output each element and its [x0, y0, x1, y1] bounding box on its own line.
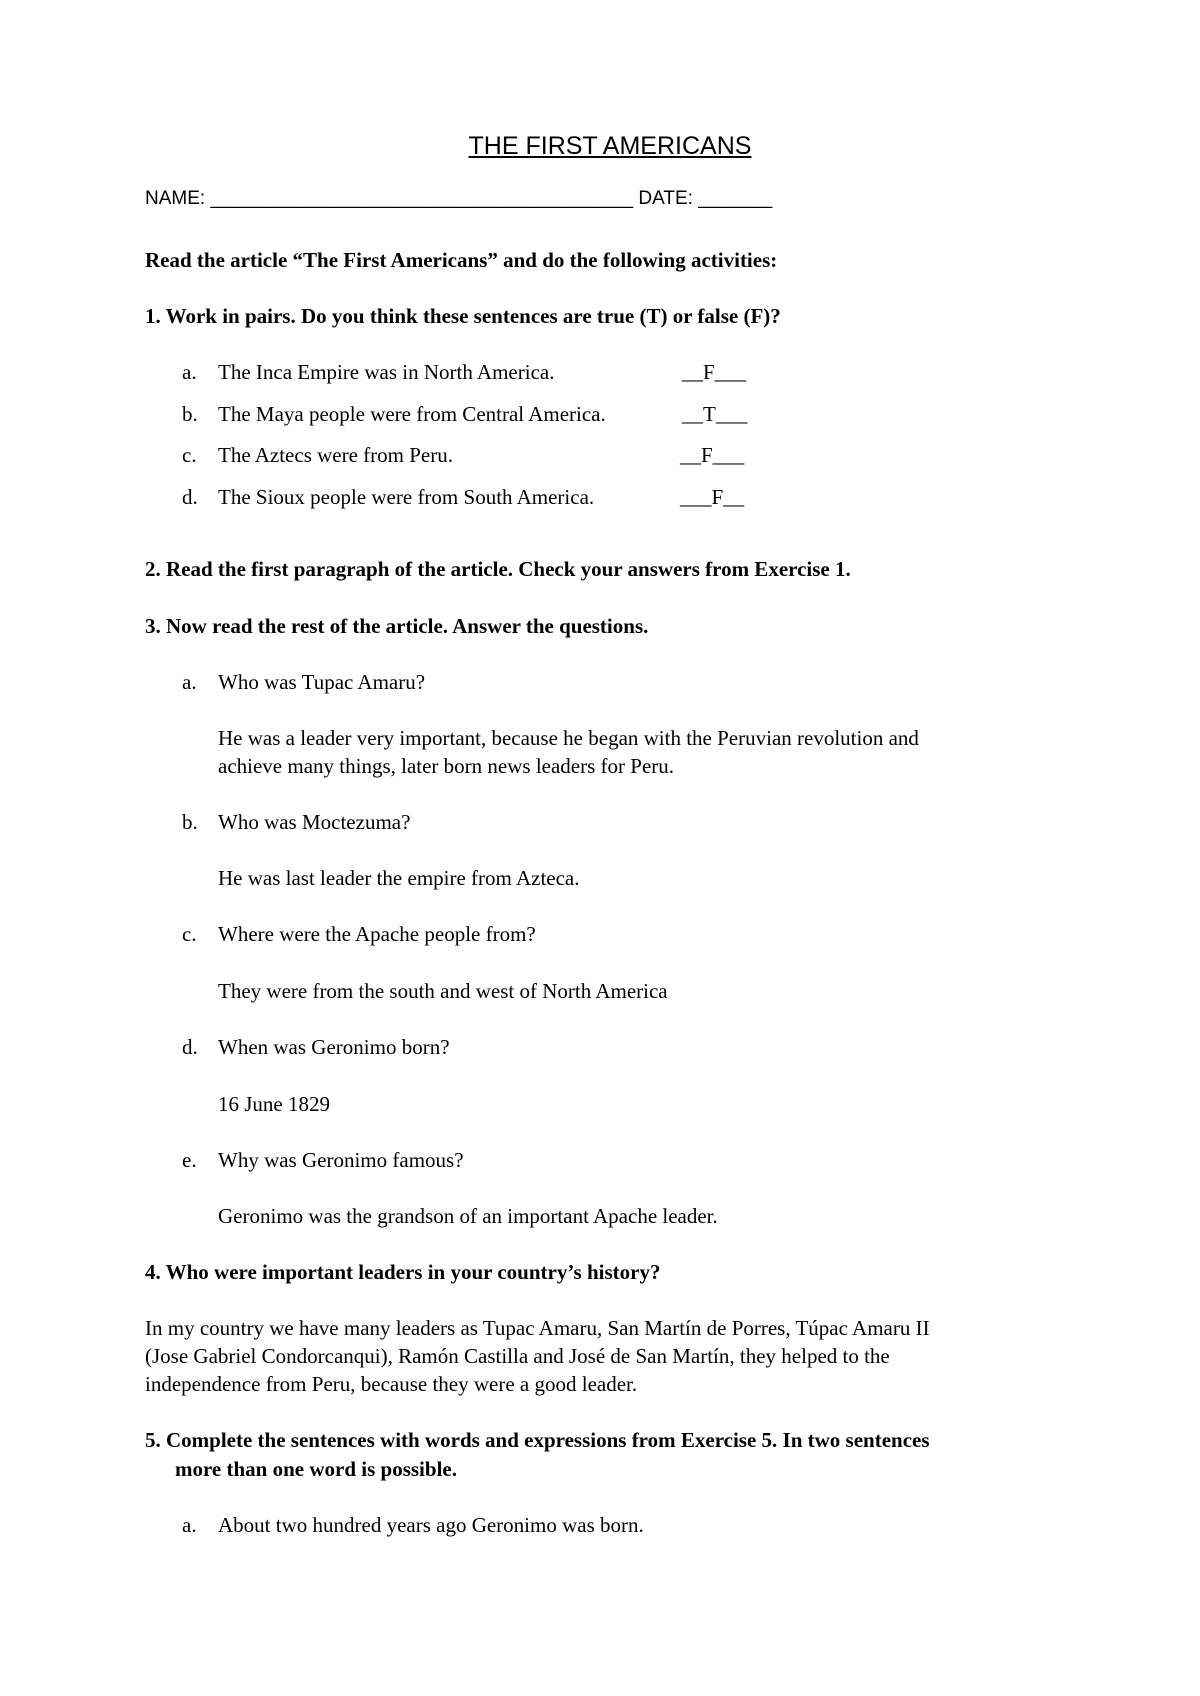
question-text: Where were the Apache people from?	[218, 922, 536, 946]
exercise-3-heading: 3. Now read the rest of the article. Answer the questions.	[145, 614, 649, 638]
answer-line: independence from Peru, because they were a good leader.	[145, 1372, 638, 1396]
answer-text: achieve many things, later born news leaders for Peru.	[218, 754, 675, 778]
question-text: Who was Tupac Amaru?	[218, 670, 426, 694]
item-letter: a.	[182, 1513, 197, 1537]
item-statement: The Aztecs were from Peru.	[218, 443, 453, 467]
heading-line: 5. Complete the sentences with words and expressions from Exercise 5. In two sentences	[145, 1428, 930, 1452]
item-letter: d.	[182, 485, 198, 509]
answer-text: He was a leader very important, because he began with the Peruvian revolution and	[218, 726, 919, 750]
item-letter: d.	[182, 1035, 198, 1059]
answer-text: He was last leader the empire from Azteca.	[218, 866, 580, 890]
answer-line: In my country we have many leaders as Tupac Amaru, San Martín de Porres, Túpac Amaru II	[145, 1316, 930, 1340]
item-statement: The Inca Empire was in North America.	[218, 360, 555, 384]
item-letter: a.	[182, 670, 197, 694]
exercise-1-heading: 1. Work in pairs. Do you think these sentences are true (T) or false (F)?	[145, 304, 781, 328]
item-letter: c.	[182, 922, 197, 946]
item-answer: __T___	[682, 402, 748, 426]
item-statement: The Maya people were from Central America.	[218, 402, 606, 426]
item-letter: c.	[182, 443, 197, 467]
item-statement: The Sioux people were from South America.	[218, 485, 595, 509]
item-answer: ___F__	[680, 485, 745, 509]
item-answer: __F___	[680, 443, 745, 467]
name-date-row: NAME: ________________________________________ DATE: _______	[145, 188, 773, 209]
heading-line: more than one word is possible.	[175, 1457, 457, 1481]
page-title: THE FIRST AMERICANS	[468, 132, 752, 160]
item-answer: __F___	[682, 360, 747, 384]
item-sentence: About two hundred years ago Geronimo was born.	[218, 1513, 644, 1537]
item-letter: a.	[182, 360, 197, 384]
answer-text: They were from the south and west of North America	[218, 979, 668, 1003]
item-letter: b.	[182, 402, 198, 426]
question-text: Who was Moctezuma?	[218, 810, 411, 834]
answer-line: (Jose Gabriel Condorcanqui), Ramón Castilla and José de San Martín, they helped to the	[145, 1344, 890, 1368]
question-text: Why was Geronimo famous?	[218, 1148, 464, 1172]
exercise-4-heading: 4. Who were important leaders in your country’s history?	[145, 1260, 661, 1284]
item-letter: e.	[182, 1148, 197, 1172]
question-text: When was Geronimo born?	[218, 1035, 450, 1059]
answer-text: Geronimo was the grandson of an important Apache leader.	[218, 1204, 718, 1228]
instructions: Read the article “The First Americans” and do the following activities:	[145, 248, 778, 272]
answer-text: 16 June 1829	[218, 1092, 330, 1116]
item-letter: b.	[182, 810, 198, 834]
exercise-2-heading: 2. Read the first paragraph of the article. Check your answers from Exercise 1.	[145, 557, 851, 581]
